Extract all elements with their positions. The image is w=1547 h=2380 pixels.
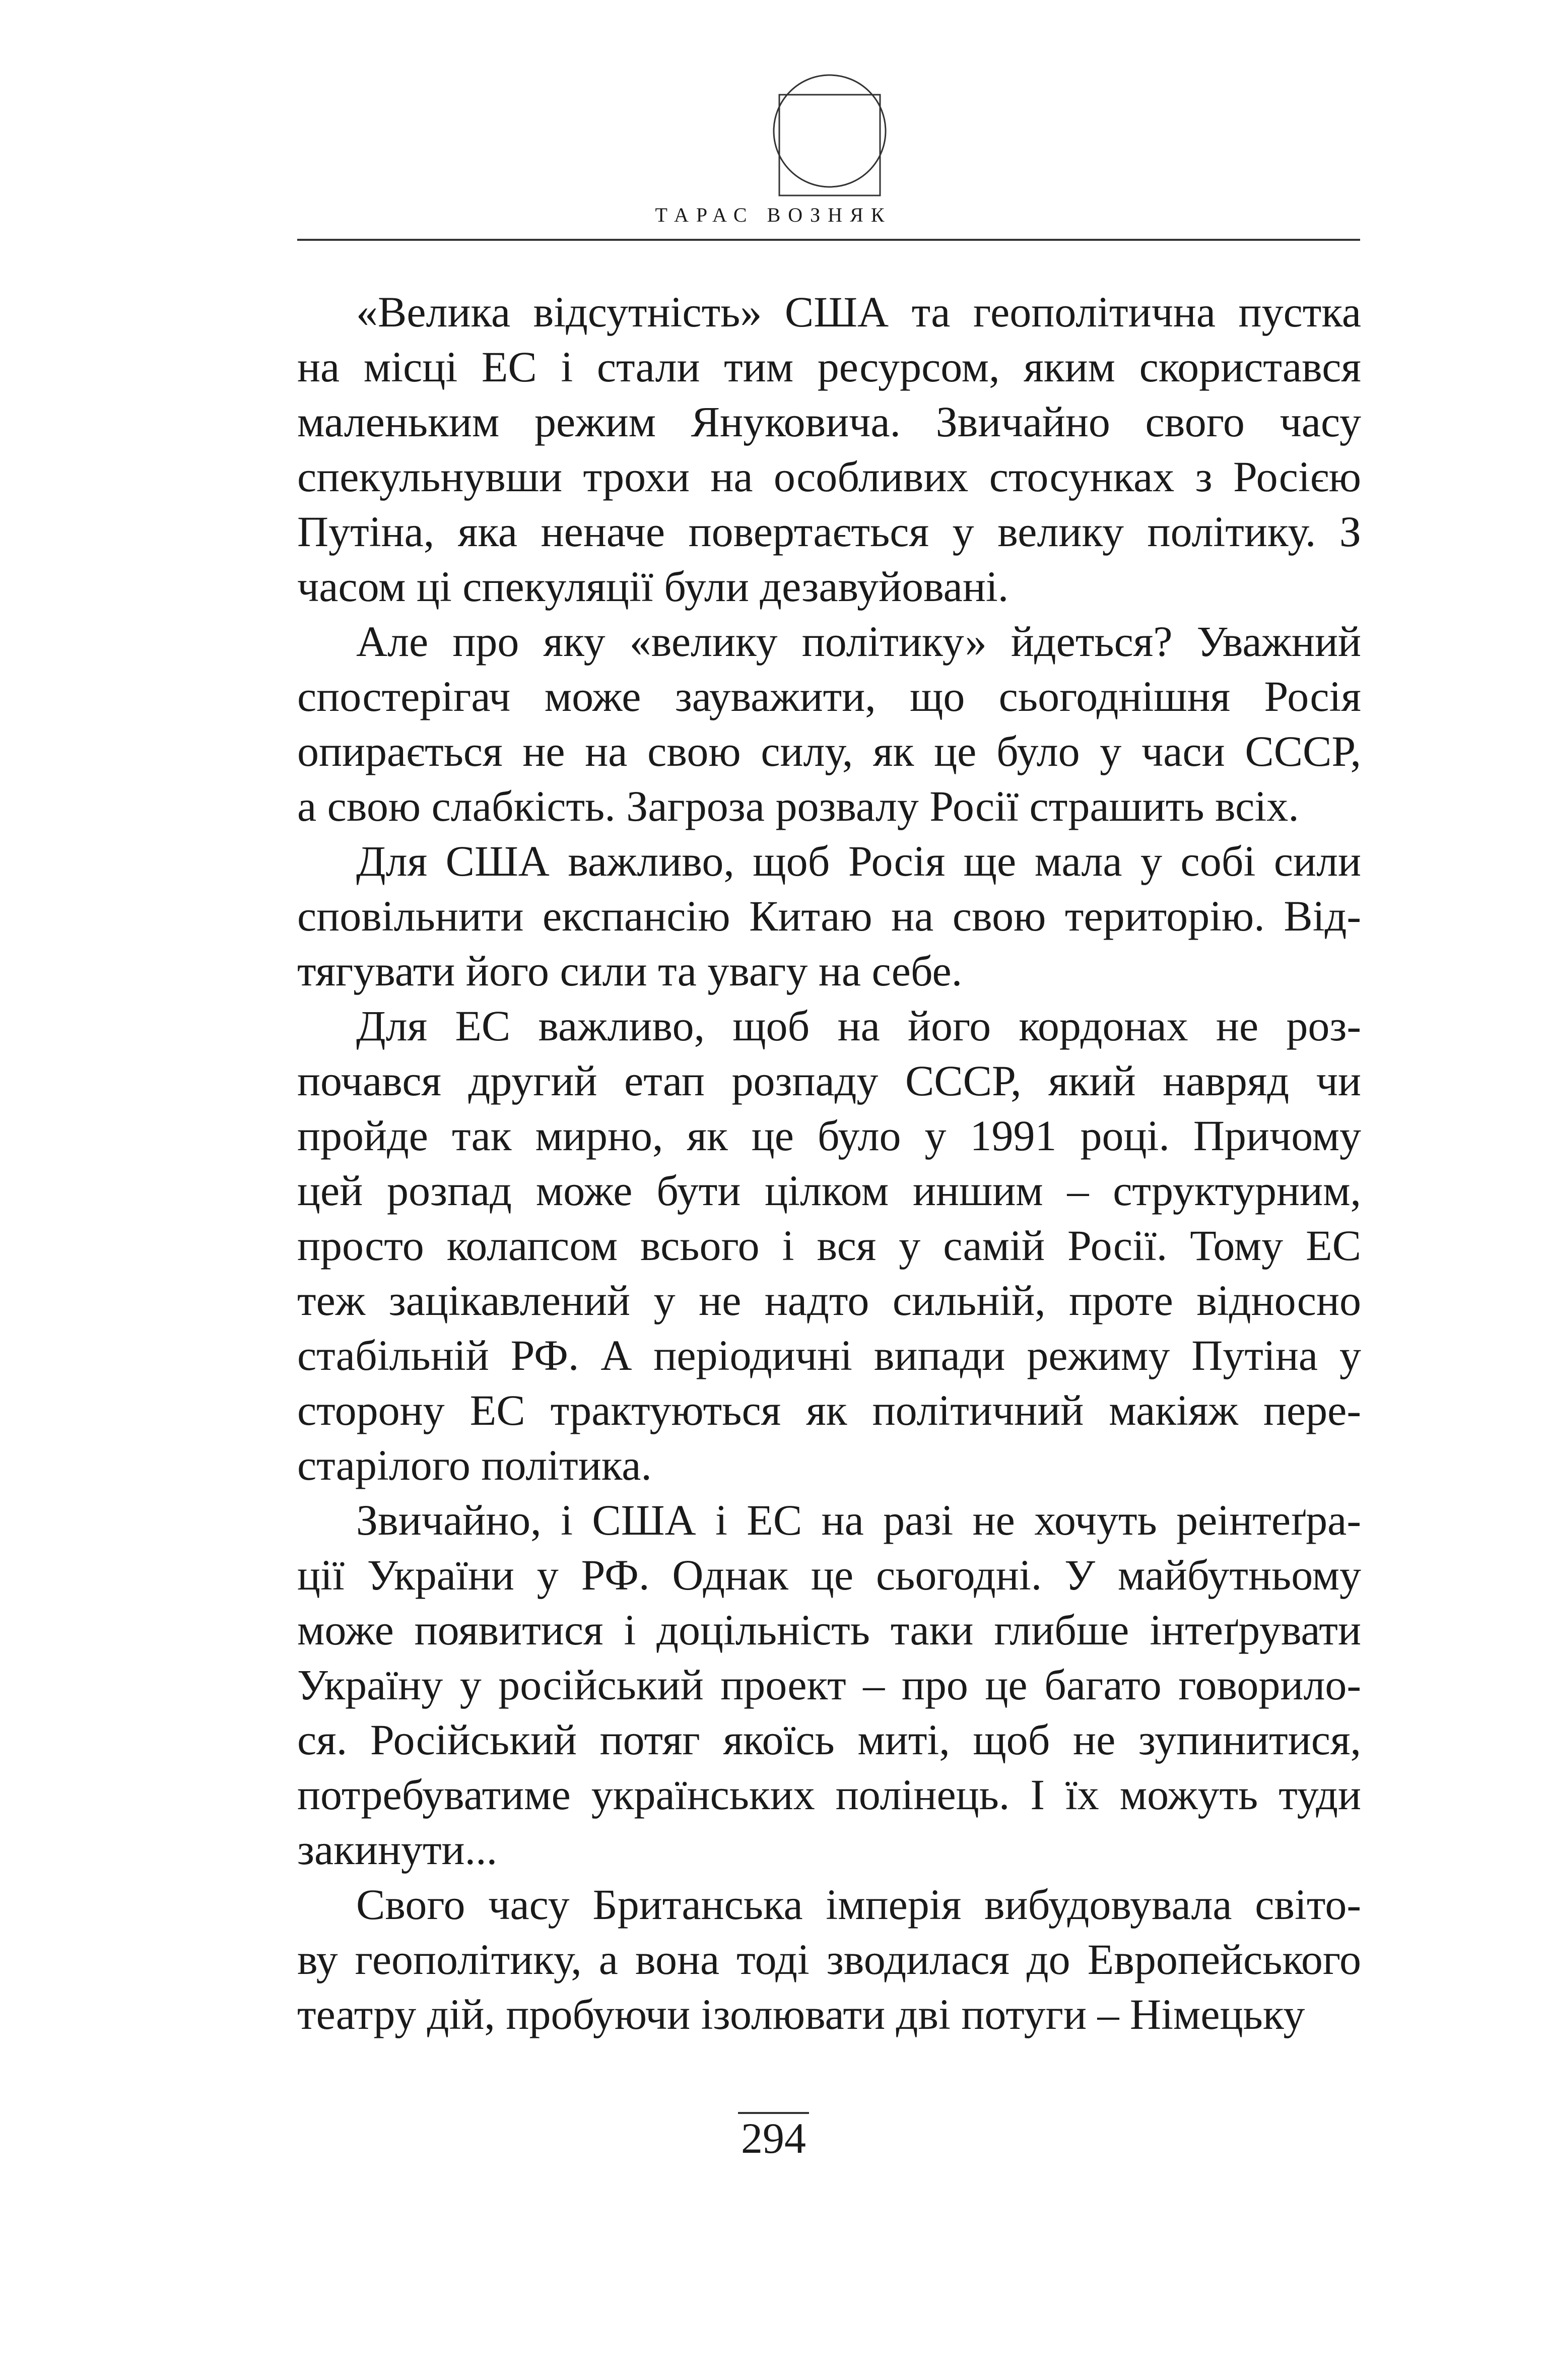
text-line: сторону ЕС трактуються як політичний макіяж пере-: [297, 1386, 1361, 1434]
text-line: Путіна, яка неначе повертається у велику політику. З: [297, 507, 1361, 556]
text-line: тягувати його сили та увагу на себе.: [297, 947, 963, 995]
text-line: старілого політика.: [297, 1441, 652, 1489]
text-line: цей розпад може бути цілком иншим – структурним,: [297, 1166, 1361, 1215]
text-line: ції України у РФ. Однак це сьогодні. У майбутньому: [297, 1551, 1361, 1599]
running-head: ТАРАС ВОЗНЯК: [655, 204, 892, 226]
text-line: почався другий етап розпаду СССР, який навряд чи: [297, 1056, 1361, 1105]
text-line: а свою слабкість. Загроза розвалу Росії страшить всіх.: [297, 782, 1299, 830]
text-line: Україну у російський проект – про це багато говорило-: [297, 1661, 1361, 1709]
header-rule: [297, 239, 1360, 241]
text-line: спекульнувши трохи на особливих стосунках з Росією: [297, 452, 1361, 501]
text-line: потребуватиме українських полінець. І їх можуть туди: [297, 1770, 1361, 1819]
text-line: опирається не на свою силу, як це було у часи СССР,: [297, 727, 1361, 775]
paragraph: [297, 1493, 1361, 1877]
text-line: просто колапсом всього і вся у самій Росії. Тому ЕС: [297, 1221, 1361, 1270]
page-number: [0, 2112, 1547, 2163]
text-line: маленьким режим Януковича. Звичайно свого часу: [297, 398, 1361, 446]
paragraph: [297, 1877, 1361, 2042]
text-line: часом ці спекуляції були дезавуйовані.: [297, 562, 1009, 611]
text-line: Свого часу Британська імперія вибудовувала світо-: [356, 1880, 1361, 1929]
text-line: теж зацікавлений у не надто сильній, проте відносно: [297, 1276, 1361, 1325]
text-line: Звичайно, і США і ЕС на разі не хочуть реінтеґра-: [356, 1496, 1361, 1544]
text-line: ву геополітику, а вона тоді зводилася до Европейського: [297, 1935, 1361, 1984]
text-line: на місці ЕС і стали тим ресурсом, яким скористався: [297, 343, 1361, 391]
text-line: Для США важливо, щоб Росія ще мала у собі сили: [356, 837, 1361, 885]
text-line: може появитися і доцільність таки глибше інтеґрувати: [297, 1606, 1361, 1654]
text-line: закинути...: [297, 1825, 498, 1874]
text-line: спостерігач може зауважити, що сьогоднішня Росія: [297, 672, 1361, 720]
body-text: [297, 285, 1361, 2042]
paragraph: [297, 614, 1361, 834]
text-line: Але про яку «велику політику» йдеться? Уважний: [356, 617, 1361, 666]
page-number-value: 294: [738, 2112, 809, 2162]
text-line: театру дій, пробуючи ізолювати дві потуги – Німецьку: [297, 1990, 1305, 2038]
text-line: стабільній РФ. А періодичні випади режиму Путіна у: [297, 1331, 1361, 1379]
paragraph: [297, 834, 1361, 999]
text-line: ся. Російський потяг якоїсь миті, щоб не зупинитися,: [297, 1715, 1361, 1764]
text-line: Для ЕС важливо, щоб на його кордонах не роз-: [356, 1002, 1361, 1050]
paragraph: [297, 285, 1361, 614]
text-line: пройде так мирно, як це було у 1991 році. Причому: [297, 1111, 1361, 1160]
text-line: сповільнити експансію Китаю на свою територію. Від-: [297, 892, 1361, 940]
text-line: «Велика відсутність» США та геополітична пустка: [356, 288, 1361, 336]
paragraph: [297, 999, 1361, 1493]
emblem-icon: [772, 72, 888, 197]
